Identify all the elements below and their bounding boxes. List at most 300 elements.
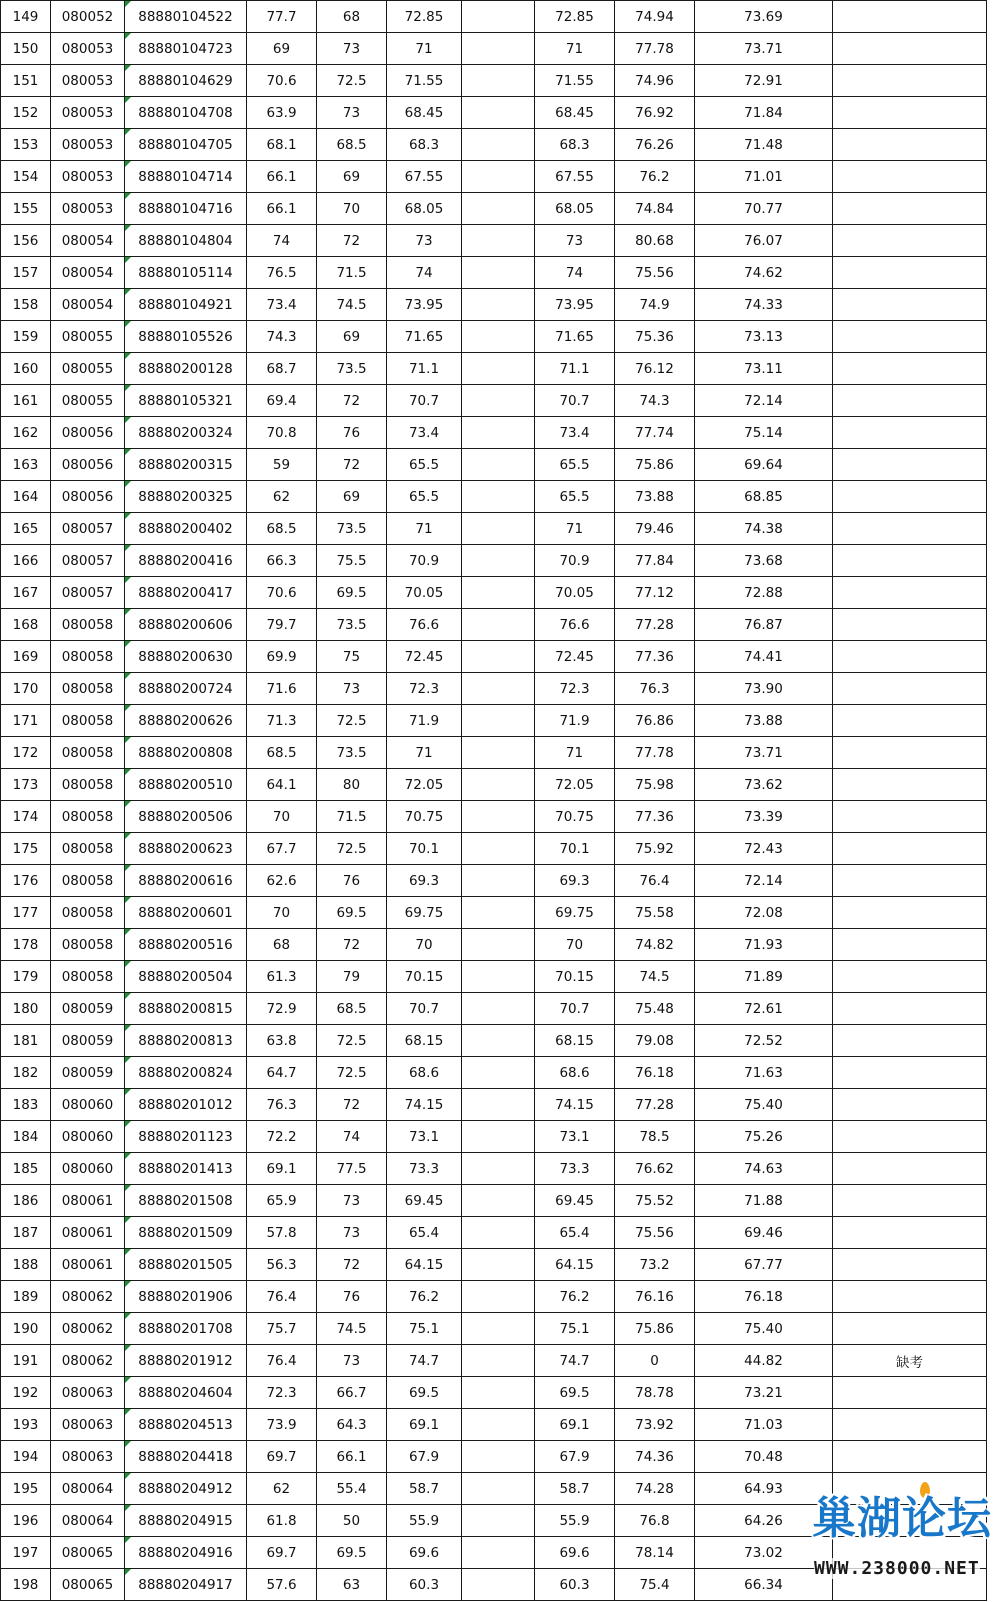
position-code-cell: 080060 <box>51 1153 125 1185</box>
exam-id-cell: 88880201413 <box>125 1153 247 1185</box>
table-row <box>1 609 987 641</box>
position-code-cell: 080060 <box>51 1089 125 1121</box>
exam-id-cell: 88880200510 <box>125 769 247 801</box>
bonus-cell <box>462 257 535 289</box>
seq-cell: 150 <box>1 33 51 65</box>
written-score-cell: 74 <box>247 225 317 257</box>
written-total-cell: 70.75 <box>387 801 462 833</box>
final-written-cell: 71.55 <box>535 65 615 97</box>
position-code-cell: 080065 <box>51 1537 125 1569</box>
remark-cell <box>833 513 987 545</box>
interview-score-cell: 77.28 <box>615 609 695 641</box>
written-total-cell: 68.45 <box>387 97 462 129</box>
total-score-cell: 73.11 <box>695 353 833 385</box>
written-total-cell: 58.7 <box>387 1473 462 1505</box>
bonus-cell <box>462 193 535 225</box>
professional-score-cell: 66.7 <box>317 1377 387 1409</box>
score-table-body <box>1 1 987 1601</box>
remark-cell <box>833 1313 987 1345</box>
seq-cell: 162 <box>1 417 51 449</box>
position-code-cell: 080058 <box>51 641 125 673</box>
table-row <box>1 865 987 897</box>
exam-id-cell: 88880104714 <box>125 161 247 193</box>
written-score-cell: 72.9 <box>247 993 317 1025</box>
remark-cell <box>833 129 987 161</box>
table-row <box>1 545 987 577</box>
final-written-cell: 69.6 <box>535 1537 615 1569</box>
table-row <box>1 33 987 65</box>
final-written-cell: 67.9 <box>535 1441 615 1473</box>
seq-cell: 166 <box>1 545 51 577</box>
table-row <box>1 1377 987 1409</box>
total-score-cell: 75.14 <box>695 417 833 449</box>
written-score-cell: 67.7 <box>247 833 317 865</box>
final-written-cell: 71 <box>535 737 615 769</box>
bonus-cell <box>462 417 535 449</box>
bonus-cell <box>462 961 535 993</box>
remark-cell <box>833 865 987 897</box>
bonus-cell <box>462 449 535 481</box>
written-score-cell: 68.7 <box>247 353 317 385</box>
exam-id-cell: 88880200324 <box>125 417 247 449</box>
remark-cell <box>833 1249 987 1281</box>
final-written-cell: 69.75 <box>535 897 615 929</box>
remark-cell <box>833 257 987 289</box>
written-score-cell: 72.2 <box>247 1121 317 1153</box>
total-score-cell: 73.69 <box>695 1 833 33</box>
written-total-cell: 72.3 <box>387 673 462 705</box>
interview-score-cell: 75.56 <box>615 1217 695 1249</box>
seq-cell: 190 <box>1 1313 51 1345</box>
exam-id-cell: 88880204916 <box>125 1537 247 1569</box>
total-score-cell: 71.89 <box>695 961 833 993</box>
total-score-cell: 73.13 <box>695 321 833 353</box>
seq-cell: 161 <box>1 385 51 417</box>
seq-cell: 181 <box>1 1025 51 1057</box>
remark-cell <box>833 1057 987 1089</box>
interview-score-cell: 0 <box>615 1345 695 1377</box>
written-score-cell: 70.6 <box>247 65 317 97</box>
bonus-cell <box>462 1313 535 1345</box>
table-row <box>1 1217 987 1249</box>
exam-id-cell: 88880201509 <box>125 1217 247 1249</box>
bonus-cell <box>462 609 535 641</box>
final-written-cell: 74 <box>535 257 615 289</box>
final-written-cell: 58.7 <box>535 1473 615 1505</box>
bonus-cell <box>462 1377 535 1409</box>
exam-id-cell: 88880200504 <box>125 961 247 993</box>
seq-cell: 179 <box>1 961 51 993</box>
final-written-cell: 72.85 <box>535 1 615 33</box>
seq-cell: 175 <box>1 833 51 865</box>
total-score-cell: 68.85 <box>695 481 833 513</box>
professional-score-cell: 73 <box>317 673 387 705</box>
bonus-cell <box>462 737 535 769</box>
bonus-cell <box>462 545 535 577</box>
position-code-cell: 080058 <box>51 961 125 993</box>
remark-cell <box>833 1185 987 1217</box>
professional-score-cell: 76 <box>317 865 387 897</box>
remark-cell <box>833 1089 987 1121</box>
bonus-cell <box>462 1441 535 1473</box>
interview-score-cell: 79.46 <box>615 513 695 545</box>
written-score-cell: 62 <box>247 481 317 513</box>
bonus-cell <box>462 929 535 961</box>
written-total-cell: 74.7 <box>387 1345 462 1377</box>
remark-cell <box>833 961 987 993</box>
written-total-cell: 65.5 <box>387 481 462 513</box>
seq-cell: 159 <box>1 321 51 353</box>
remark-cell <box>833 161 987 193</box>
professional-score-cell: 74 <box>317 1121 387 1153</box>
table-row <box>1 1185 987 1217</box>
table-row <box>1 449 987 481</box>
exam-id-cell: 88880204604 <box>125 1377 247 1409</box>
seq-cell: 149 <box>1 1 51 33</box>
interview-score-cell: 77.36 <box>615 641 695 673</box>
final-written-cell: 74.15 <box>535 1089 615 1121</box>
position-code-cell: 080054 <box>51 225 125 257</box>
professional-score-cell: 66.1 <box>317 1441 387 1473</box>
remark-cell <box>833 289 987 321</box>
interview-score-cell: 75.58 <box>615 897 695 929</box>
exam-id-cell: 88880200630 <box>125 641 247 673</box>
position-code-cell: 080064 <box>51 1473 125 1505</box>
seq-cell: 194 <box>1 1441 51 1473</box>
written-score-cell: 59 <box>247 449 317 481</box>
position-code-cell: 080053 <box>51 161 125 193</box>
written-score-cell: 69.1 <box>247 1153 317 1185</box>
remark-cell <box>833 1 987 33</box>
position-code-cell: 080055 <box>51 385 125 417</box>
position-code-cell: 080058 <box>51 897 125 929</box>
professional-score-cell: 72 <box>317 1249 387 1281</box>
written-total-cell: 73 <box>387 225 462 257</box>
interview-score-cell: 76.62 <box>615 1153 695 1185</box>
professional-score-cell: 75 <box>317 641 387 673</box>
professional-score-cell: 72.5 <box>317 1057 387 1089</box>
bonus-cell <box>462 321 535 353</box>
written-score-cell: 64.1 <box>247 769 317 801</box>
written-score-cell: 79.7 <box>247 609 317 641</box>
final-written-cell: 67.55 <box>535 161 615 193</box>
exam-id-cell: 88880200417 <box>125 577 247 609</box>
seq-cell: 156 <box>1 225 51 257</box>
remark-cell <box>833 545 987 577</box>
written-total-cell: 69.6 <box>387 1537 462 1569</box>
position-code-cell: 080063 <box>51 1441 125 1473</box>
written-score-cell: 74.3 <box>247 321 317 353</box>
table-row <box>1 673 987 705</box>
interview-score-cell: 75.48 <box>615 993 695 1025</box>
position-code-cell: 080055 <box>51 321 125 353</box>
table-row <box>1 705 987 737</box>
final-written-cell: 76.6 <box>535 609 615 641</box>
table-row <box>1 1441 987 1473</box>
exam-id-cell: 88880104723 <box>125 33 247 65</box>
position-code-cell: 080061 <box>51 1217 125 1249</box>
written-score-cell: 70 <box>247 801 317 833</box>
total-score-cell: 72.61 <box>695 993 833 1025</box>
remark-cell <box>833 321 987 353</box>
exam-id-cell: 88880200416 <box>125 545 247 577</box>
bonus-cell <box>462 801 535 833</box>
professional-score-cell: 72 <box>317 449 387 481</box>
seq-cell: 158 <box>1 289 51 321</box>
table-row <box>1 257 987 289</box>
interview-score-cell: 74.96 <box>615 65 695 97</box>
exam-id-cell: 88880200813 <box>125 1025 247 1057</box>
final-written-cell: 73.95 <box>535 289 615 321</box>
total-score-cell: 72.52 <box>695 1025 833 1057</box>
remark-cell <box>833 737 987 769</box>
bonus-cell <box>462 1249 535 1281</box>
written-score-cell: 73.9 <box>247 1409 317 1441</box>
remark-cell <box>833 993 987 1025</box>
position-code-cell: 080054 <box>51 289 125 321</box>
seq-cell: 157 <box>1 257 51 289</box>
exam-id-cell: 88880200325 <box>125 481 247 513</box>
position-code-cell: 080061 <box>51 1185 125 1217</box>
exam-id-cell: 88880200402 <box>125 513 247 545</box>
professional-score-cell: 63 <box>317 1569 387 1601</box>
exam-id-cell: 88880200808 <box>125 737 247 769</box>
final-written-cell: 70.15 <box>535 961 615 993</box>
position-code-cell: 080062 <box>51 1345 125 1377</box>
table-row <box>1 97 987 129</box>
remark-cell <box>833 1377 987 1409</box>
final-written-cell: 69.5 <box>535 1377 615 1409</box>
seq-cell: 167 <box>1 577 51 609</box>
exam-id-cell: 88880200606 <box>125 609 247 641</box>
total-score-cell: 72.88 <box>695 577 833 609</box>
exam-id-cell: 88880200601 <box>125 897 247 929</box>
final-written-cell: 55.9 <box>535 1505 615 1537</box>
bonus-cell <box>462 289 535 321</box>
written-total-cell: 64.15 <box>387 1249 462 1281</box>
remark-cell <box>833 1153 987 1185</box>
bonus-cell <box>462 673 535 705</box>
interview-score-cell: 74.3 <box>615 385 695 417</box>
bonus-cell <box>462 897 535 929</box>
final-written-cell: 69.45 <box>535 1185 615 1217</box>
total-score-cell: 76.87 <box>695 609 833 641</box>
professional-score-cell: 70 <box>317 193 387 225</box>
interview-score-cell: 77.12 <box>615 577 695 609</box>
final-written-cell: 68.3 <box>535 129 615 161</box>
final-written-cell: 70.1 <box>535 833 615 865</box>
interview-score-cell: 75.36 <box>615 321 695 353</box>
exam-id-cell: 88880105321 <box>125 385 247 417</box>
table-row <box>1 1153 987 1185</box>
written-score-cell: 69.7 <box>247 1441 317 1473</box>
bonus-cell <box>462 833 535 865</box>
seq-cell: 172 <box>1 737 51 769</box>
table-row <box>1 993 987 1025</box>
table-row <box>1 801 987 833</box>
professional-score-cell: 73 <box>317 33 387 65</box>
seq-cell: 196 <box>1 1505 51 1537</box>
table-row <box>1 961 987 993</box>
written-total-cell: 72.85 <box>387 1 462 33</box>
remark-cell <box>833 353 987 385</box>
total-score-cell: 74.33 <box>695 289 833 321</box>
final-written-cell: 70.9 <box>535 545 615 577</box>
bonus-cell <box>462 705 535 737</box>
written-score-cell: 61.8 <box>247 1505 317 1537</box>
professional-score-cell: 68.5 <box>317 129 387 161</box>
written-score-cell: 68.5 <box>247 513 317 545</box>
exam-id-cell: 88880200724 <box>125 673 247 705</box>
position-code-cell: 080059 <box>51 1025 125 1057</box>
exam-id-cell: 88880201508 <box>125 1185 247 1217</box>
exam-id-cell: 88880200616 <box>125 865 247 897</box>
seq-cell: 174 <box>1 801 51 833</box>
professional-score-cell: 69 <box>317 481 387 513</box>
position-code-cell: 080055 <box>51 353 125 385</box>
written-total-cell: 73.95 <box>387 289 462 321</box>
written-score-cell: 66.1 <box>247 161 317 193</box>
seq-cell: 188 <box>1 1249 51 1281</box>
watermark-url: WWW.238000.NET <box>814 1558 980 1579</box>
interview-score-cell: 76.92 <box>615 97 695 129</box>
professional-score-cell: 55.4 <box>317 1473 387 1505</box>
table-row <box>1 417 987 449</box>
written-total-cell: 71 <box>387 513 462 545</box>
total-score-cell: 71.84 <box>695 97 833 129</box>
bonus-cell <box>462 1281 535 1313</box>
remark-cell <box>833 481 987 513</box>
written-total-cell: 72.45 <box>387 641 462 673</box>
written-score-cell: 70.8 <box>247 417 317 449</box>
remark-cell <box>833 65 987 97</box>
position-code-cell: 080058 <box>51 833 125 865</box>
total-score-cell: 73.68 <box>695 545 833 577</box>
written-total-cell: 76.6 <box>387 609 462 641</box>
written-score-cell: 62 <box>247 1473 317 1505</box>
table-row <box>1 897 987 929</box>
written-score-cell: 69 <box>247 33 317 65</box>
table-row <box>1 513 987 545</box>
exam-id-cell: 88880201505 <box>125 1249 247 1281</box>
seq-cell: 177 <box>1 897 51 929</box>
exam-id-cell: 88880200506 <box>125 801 247 833</box>
interview-score-cell: 77.78 <box>615 33 695 65</box>
exam-id-cell: 88880200623 <box>125 833 247 865</box>
written-score-cell: 69.9 <box>247 641 317 673</box>
written-total-cell: 70.1 <box>387 833 462 865</box>
remark-cell <box>833 1121 987 1153</box>
written-score-cell: 64.7 <box>247 1057 317 1089</box>
total-score-cell: 74.63 <box>695 1153 833 1185</box>
written-score-cell: 76.4 <box>247 1345 317 1377</box>
seq-cell: 155 <box>1 193 51 225</box>
position-code-cell: 080062 <box>51 1313 125 1345</box>
table-row <box>1 1057 987 1089</box>
final-written-cell: 70 <box>535 929 615 961</box>
table-row <box>1 769 987 801</box>
interview-score-cell: 76.3 <box>615 673 695 705</box>
interview-score-cell: 76.26 <box>615 129 695 161</box>
position-code-cell: 080058 <box>51 737 125 769</box>
bonus-cell <box>462 353 535 385</box>
total-score-cell: 71.01 <box>695 161 833 193</box>
bonus-cell <box>462 577 535 609</box>
professional-score-cell: 72.5 <box>317 1025 387 1057</box>
bonus-cell <box>462 1089 535 1121</box>
bonus-cell <box>462 1505 535 1537</box>
interview-score-cell: 75.52 <box>615 1185 695 1217</box>
total-score-cell: 72.14 <box>695 865 833 897</box>
position-code-cell: 080063 <box>51 1377 125 1409</box>
total-score-cell: 72.91 <box>695 65 833 97</box>
position-code-cell: 080058 <box>51 865 125 897</box>
remark-cell <box>833 33 987 65</box>
remark-cell <box>833 225 987 257</box>
seq-cell: 195 <box>1 1473 51 1505</box>
bonus-cell <box>462 161 535 193</box>
seq-cell: 151 <box>1 65 51 97</box>
exam-id-cell: 88880104629 <box>125 65 247 97</box>
remark-cell: 缺考 <box>833 1345 987 1377</box>
exam-id-cell: 88880201906 <box>125 1281 247 1313</box>
professional-score-cell: 73 <box>317 1345 387 1377</box>
final-written-cell: 65.5 <box>535 449 615 481</box>
bonus-cell <box>462 1409 535 1441</box>
total-score-cell: 70.48 <box>695 1441 833 1473</box>
remark-cell <box>833 705 987 737</box>
interview-score-cell: 75.86 <box>615 1313 695 1345</box>
bonus-cell <box>462 513 535 545</box>
seq-cell: 178 <box>1 929 51 961</box>
bonus-cell <box>462 1217 535 1249</box>
exam-id-cell: 88880105114 <box>125 257 247 289</box>
total-score-cell: 76.07 <box>695 225 833 257</box>
written-total-cell: 60.3 <box>387 1569 462 1601</box>
written-total-cell: 71.9 <box>387 705 462 737</box>
remark-cell <box>833 833 987 865</box>
seq-cell: 173 <box>1 769 51 801</box>
exam-id-cell: 88880104705 <box>125 129 247 161</box>
seq-cell: 191 <box>1 1345 51 1377</box>
written-total-cell: 71.1 <box>387 353 462 385</box>
professional-score-cell: 72.5 <box>317 705 387 737</box>
written-total-cell: 69.1 <box>387 1409 462 1441</box>
table-row <box>1 321 987 353</box>
total-score-cell: 75.26 <box>695 1121 833 1153</box>
final-written-cell: 70.75 <box>535 801 615 833</box>
written-total-cell: 67.9 <box>387 1441 462 1473</box>
position-code-cell: 080060 <box>51 1121 125 1153</box>
interview-score-cell: 75.92 <box>615 833 695 865</box>
position-code-cell: 080058 <box>51 705 125 737</box>
position-code-cell: 080065 <box>51 1569 125 1601</box>
final-written-cell: 71 <box>535 33 615 65</box>
written-score-cell: 66.3 <box>247 545 317 577</box>
written-total-cell: 71.65 <box>387 321 462 353</box>
written-score-cell: 72.3 <box>247 1377 317 1409</box>
seq-cell: 154 <box>1 161 51 193</box>
bonus-cell <box>462 1537 535 1569</box>
final-written-cell: 70.05 <box>535 577 615 609</box>
final-written-cell: 65.5 <box>535 481 615 513</box>
bonus-cell <box>462 1473 535 1505</box>
remark-cell <box>833 417 987 449</box>
seq-cell: 186 <box>1 1185 51 1217</box>
position-code-cell: 080053 <box>51 33 125 65</box>
total-score-cell: 71.48 <box>695 129 833 161</box>
interview-score-cell: 74.82 <box>615 929 695 961</box>
